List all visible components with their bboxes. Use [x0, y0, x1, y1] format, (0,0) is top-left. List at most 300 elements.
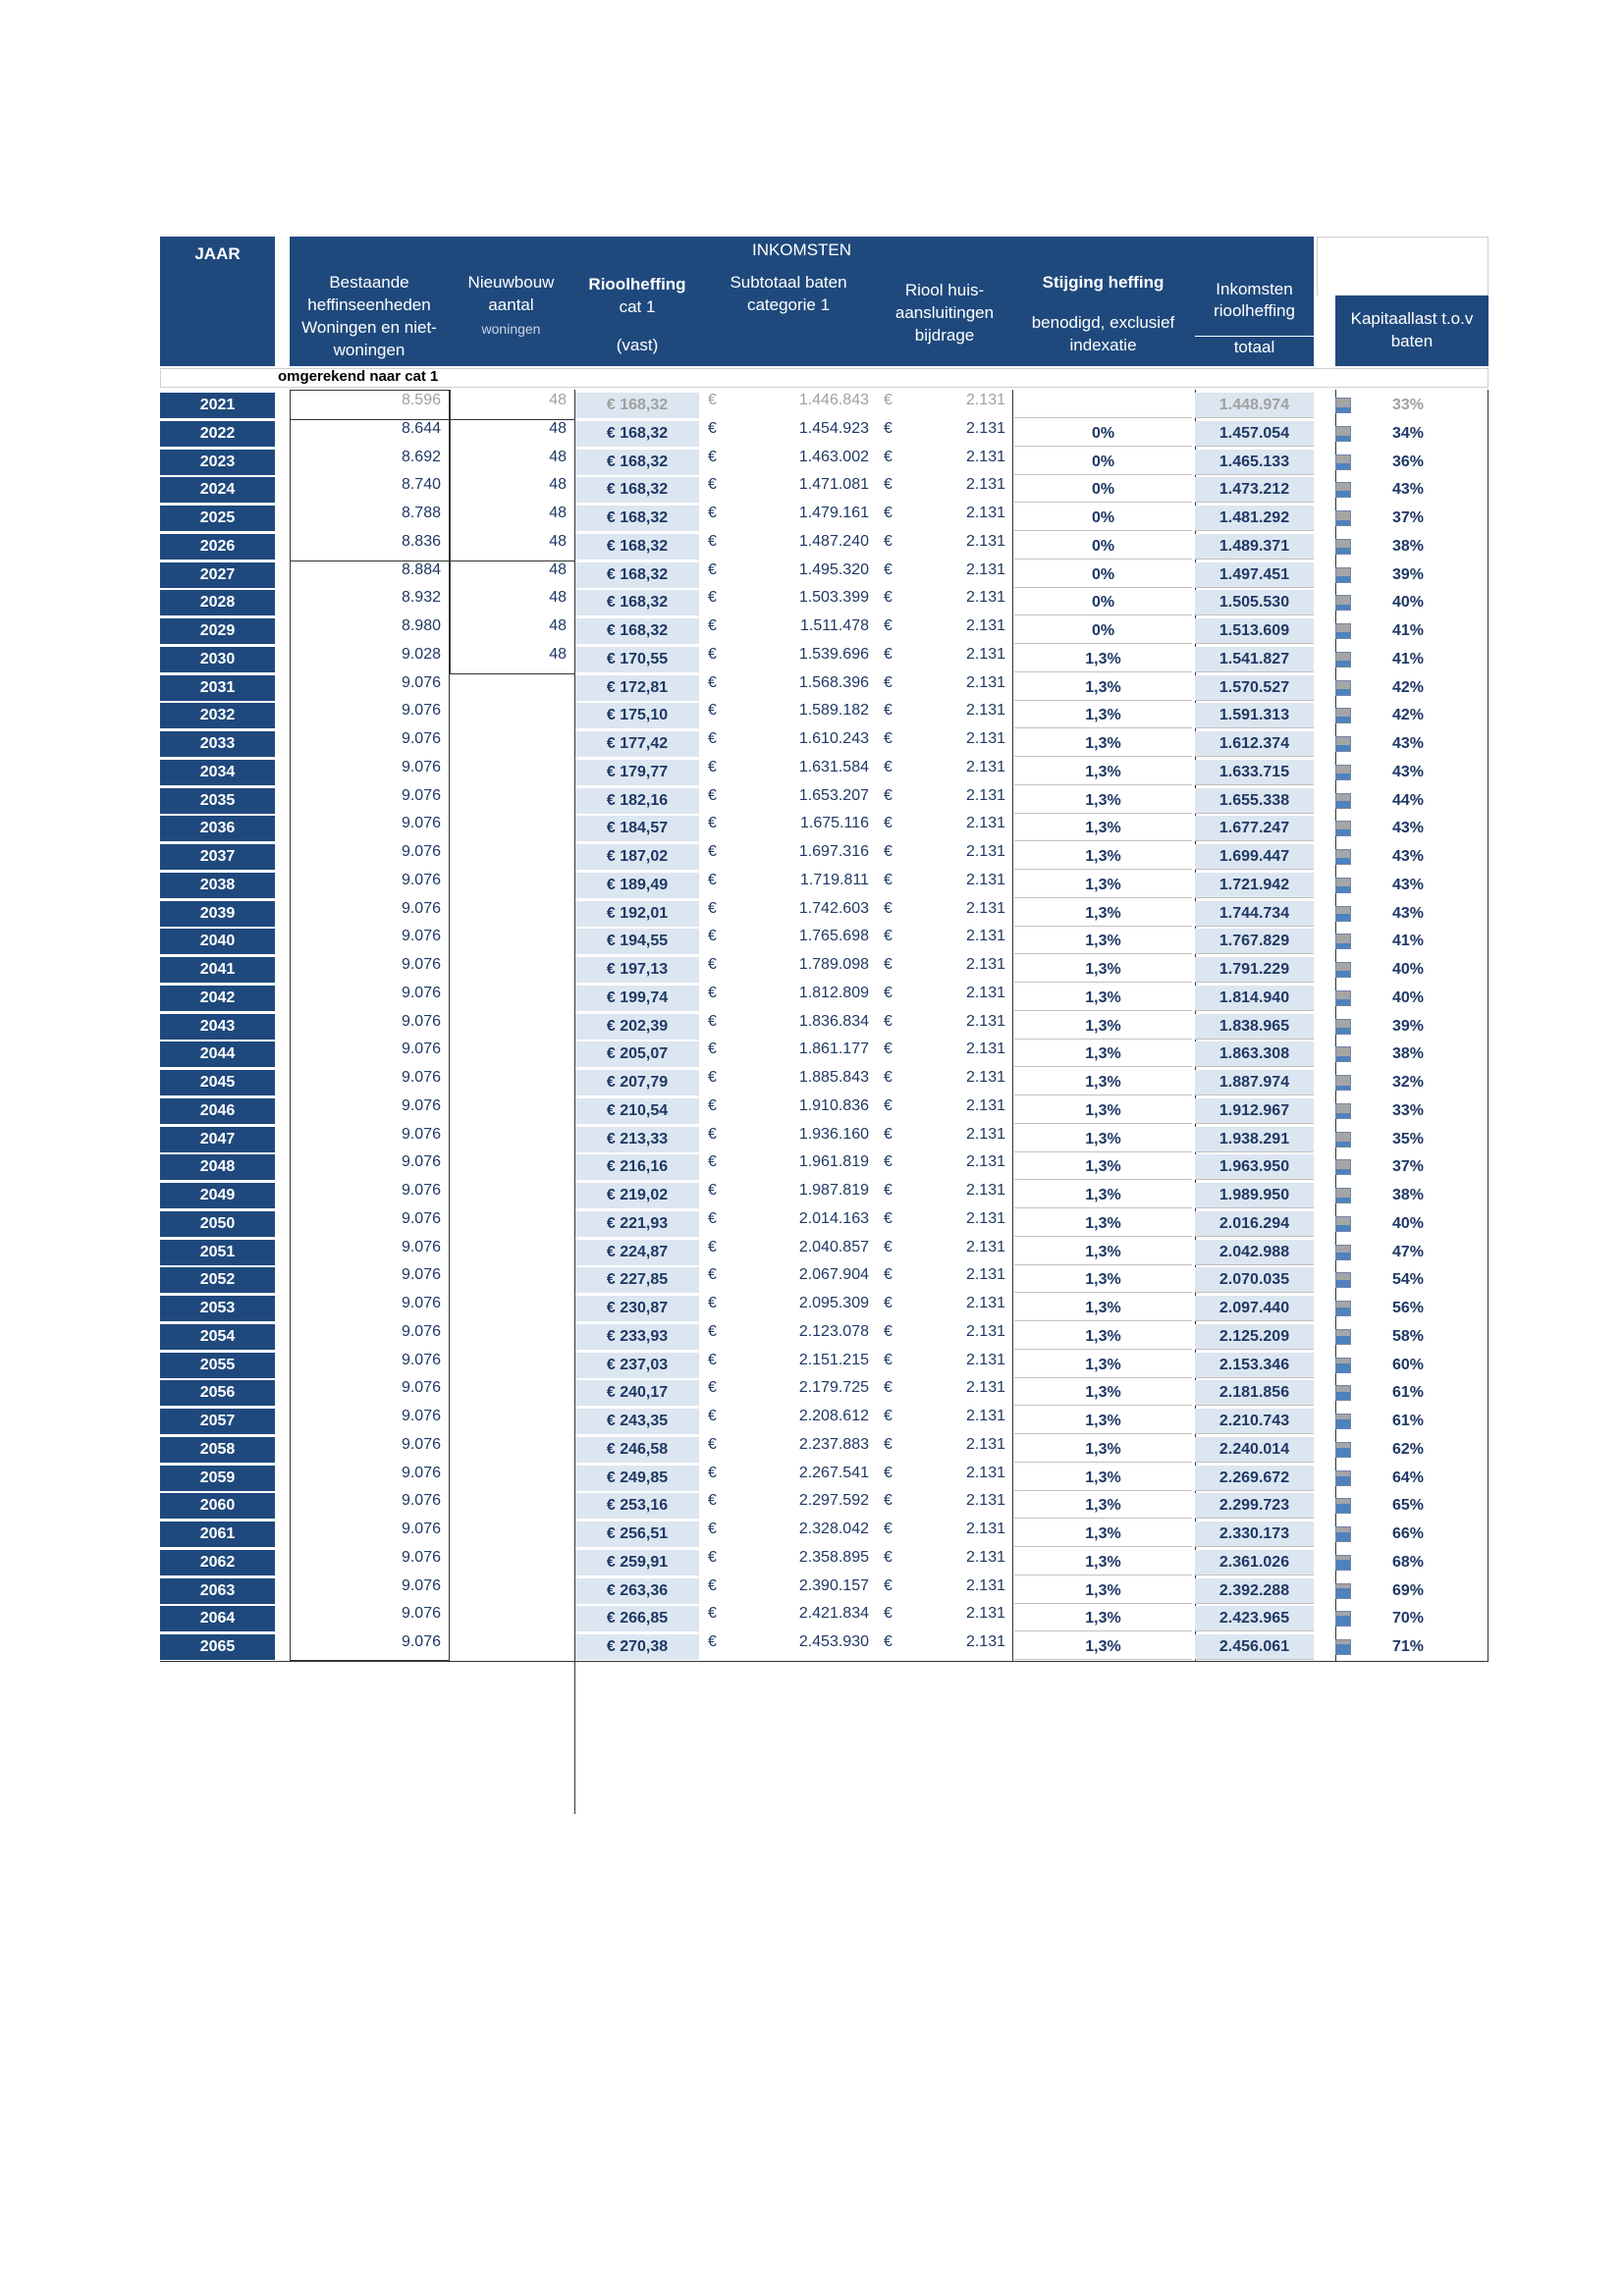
cell-subtotaal [702, 1324, 875, 1350]
euro-sign: € [884, 730, 893, 747]
cell-bestaande: 8.884 [401, 561, 441, 578]
cell-rioolheffing: € 184,57 [575, 816, 699, 841]
cell-riool-huis [878, 590, 1011, 615]
cell-kapitaallast [1335, 1014, 1489, 1040]
cell-year: 2044 [160, 1041, 275, 1067]
cell-stijging: 1,3% [1014, 1296, 1192, 1321]
cell-bestaande: 9.076 [401, 1096, 441, 1114]
cell-stijging: 0% [1014, 477, 1192, 503]
ratio-chart-icon [1335, 708, 1351, 723]
kapitaallast-value: 43% [1392, 820, 1425, 837]
euro-sign: € [884, 1125, 893, 1143]
cell-inkomsten-totaal: 1.497.451 [1195, 562, 1314, 588]
cell-year: 2027 [160, 562, 275, 588]
cell-riool-huis [878, 1578, 1011, 1604]
euro-sign: € [884, 1266, 893, 1284]
cell-riool-huis [878, 703, 1011, 728]
cell-inkomsten-totaal: 1.887.974 [1195, 1070, 1314, 1095]
ratio-chart-icon [1335, 1442, 1351, 1458]
amount-value: 2.131 [965, 1408, 1005, 1424]
euro-sign: € [708, 1182, 717, 1199]
kapitaallast-value: 37% [1392, 509, 1425, 526]
amount-value: 2.131 [965, 1351, 1005, 1368]
kapitaallast-value: 36% [1392, 453, 1425, 470]
amount-value: 1.463.002 [798, 448, 869, 465]
cell-year: 2021 [160, 393, 275, 418]
cell-subtotaal [702, 1437, 875, 1463]
cell-inkomsten-totaal: 1.791.229 [1195, 957, 1314, 983]
cell-riool-huis [878, 506, 1011, 531]
cell-stijging: 1,3% [1014, 1098, 1192, 1124]
col-nieuwbouw-lower-border [574, 674, 575, 1815]
euro-sign: € [884, 392, 893, 408]
stijging-title: Stijging heffing [1042, 273, 1164, 292]
amount-value: 2.358.895 [798, 1548, 869, 1566]
cell-year: 2056 [160, 1380, 275, 1406]
cell-subtotaal [702, 534, 875, 560]
cell-inkomsten-totaal: 2.392.288 [1195, 1578, 1314, 1604]
ratio-chart-icon [1335, 906, 1351, 922]
ratio-chart-icon [1335, 482, 1351, 498]
cell-kapitaallast [1335, 1211, 1489, 1237]
euro-sign: € [708, 758, 717, 775]
euro-sign: € [708, 1096, 717, 1114]
cell-nieuwbouw [450, 1240, 572, 1265]
euro-sign: € [884, 448, 893, 465]
cell-kapitaallast [1335, 450, 1489, 475]
cell-inkomsten-totaal: 2.361.026 [1195, 1550, 1314, 1575]
ratio-chart-icon [1335, 1526, 1351, 1542]
cell-inkomsten-totaal: 1.633.715 [1195, 760, 1314, 785]
cell-kapitaallast [1335, 1041, 1489, 1067]
cell-year: 2048 [160, 1154, 275, 1180]
cell-stijging: 1,3% [1014, 929, 1192, 954]
bestaande-line-1: Bestaande [329, 273, 409, 292]
cell-year: 2042 [160, 986, 275, 1011]
cell-year: 2034 [160, 760, 275, 785]
kapitaallast-value: 61% [1392, 1413, 1425, 1429]
cell-kapitaallast [1335, 1127, 1489, 1152]
kapitaallast-value: 44% [1392, 791, 1425, 809]
kapitaal-line-1: Kapitaallast t.o.v [1350, 309, 1474, 328]
cell-year: 2032 [160, 703, 275, 728]
cell-rioolheffing: € 187,02 [575, 844, 699, 870]
cell-stijging: 1,3% [1014, 1154, 1192, 1180]
amount-value: 1.539.696 [798, 645, 869, 663]
cell-subtotaal [702, 929, 875, 954]
cell-kapitaallast [1335, 844, 1489, 870]
euro-sign: € [884, 1521, 893, 1537]
ratio-chart-icon [1335, 849, 1351, 865]
cell-rioolheffing: € 233,93 [575, 1324, 699, 1350]
cell-kapitaallast [1335, 1353, 1489, 1378]
cell-kapitaallast [1335, 1578, 1489, 1604]
amount-value: 2.131 [965, 1435, 1005, 1453]
euro-sign: € [884, 1633, 893, 1650]
cell-bestaande: 9.076 [401, 984, 441, 1001]
kapitaallast-value: 41% [1392, 622, 1425, 639]
ratio-chart-icon [1335, 793, 1351, 809]
cell-nieuwbouw: 48 [549, 392, 567, 408]
cell-stijging: 1,3% [1014, 675, 1192, 701]
cell-kapitaallast [1335, 901, 1489, 927]
cell-kapitaallast [1335, 929, 1489, 954]
amount-value: 1.631.584 [798, 758, 869, 775]
cell-nieuwbouw [450, 1578, 572, 1604]
cell-rioolheffing: € 259,91 [575, 1550, 699, 1575]
euro-sign: € [708, 1209, 717, 1227]
cell-rioolheffing: € 227,85 [575, 1267, 699, 1293]
cell-inkomsten-totaal: 1.677.247 [1195, 816, 1314, 841]
cell-subtotaal [702, 618, 875, 644]
cell-kapitaallast [1335, 647, 1489, 672]
cell-bestaande: 9.076 [401, 1012, 441, 1030]
rioolheffing-line-1: Rioolheffing [588, 275, 686, 294]
cell-subtotaal [702, 675, 875, 701]
euro-sign: € [708, 899, 717, 917]
cell-subtotaal [702, 450, 875, 475]
cell-year: 2033 [160, 731, 275, 757]
col-nieuwbouw-border [450, 390, 575, 674]
cell-nieuwbouw: 48 [549, 645, 567, 663]
cell-inkomsten-totaal: 2.016.294 [1195, 1211, 1314, 1237]
cell-rioolheffing: € 270,38 [575, 1634, 699, 1660]
cell-nieuwbouw [450, 675, 572, 701]
cell-bestaande: 9.076 [401, 899, 441, 917]
euro-sign: € [708, 645, 717, 663]
amount-value: 2.131 [965, 1041, 1005, 1058]
amount-value: 2.328.042 [798, 1521, 869, 1537]
cell-year: 2024 [160, 477, 275, 503]
amount-value: 2.131 [965, 617, 1005, 634]
cell-kapitaallast [1335, 1296, 1489, 1321]
cell-riool-huis [878, 562, 1011, 588]
amount-value: 1.861.177 [798, 1041, 869, 1058]
cell-bestaande: 9.076 [401, 1322, 441, 1340]
cell-subtotaal [702, 760, 875, 785]
euro-sign: € [884, 984, 893, 1001]
euro-sign: € [708, 1633, 717, 1650]
cell-bestaande: 9.076 [401, 1125, 441, 1143]
cell-stijging: 0% [1014, 450, 1192, 475]
cell-rioolheffing: € 197,13 [575, 957, 699, 983]
subtotaal-line-2: categorie 1 [746, 295, 831, 314]
cell-kapitaallast [1335, 1634, 1489, 1660]
cell-year: 2051 [160, 1240, 275, 1265]
cell-riool-huis [878, 421, 1011, 447]
amount-value: 2.131 [965, 1605, 1005, 1623]
cell-bestaande: 9.028 [401, 645, 441, 663]
cell-year: 2028 [160, 590, 275, 615]
kapitaallast-value: 43% [1392, 904, 1425, 922]
euro-sign: € [884, 476, 893, 494]
cell-stijging: 1,3% [1014, 703, 1192, 728]
amount-value: 1.885.843 [798, 1069, 869, 1086]
cell-kapitaallast [1335, 534, 1489, 560]
amount-value: 2.131 [965, 702, 1005, 720]
cell-nieuwbouw: 48 [549, 561, 567, 578]
cell-rioolheffing: € 256,51 [575, 1522, 699, 1547]
cell-kapitaallast [1335, 393, 1489, 418]
cell-inkomsten-totaal: 1.513.609 [1195, 618, 1314, 644]
ratio-chart-icon [1335, 1555, 1351, 1571]
cell-rioolheffing: € 202,39 [575, 1014, 699, 1040]
euro-sign: € [708, 1435, 717, 1453]
cell-bestaande: 9.076 [401, 1041, 441, 1058]
kapitaallast-value: 38% [1392, 1045, 1425, 1063]
cell-subtotaal [702, 788, 875, 814]
ratio-chart-icon [1335, 990, 1351, 1006]
kapitaallast-value: 38% [1392, 537, 1425, 555]
euro-sign: € [884, 702, 893, 720]
amount-value: 2.131 [965, 1182, 1005, 1199]
kapitaallast-value: 37% [1392, 1158, 1425, 1176]
cell-nieuwbouw: 48 [549, 617, 567, 634]
cell-inkomsten-totaal: 1.938.291 [1195, 1127, 1314, 1152]
euro-sign: € [708, 1605, 717, 1623]
cell-riool-huis [878, 647, 1011, 672]
cell-inkomsten-totaal: 2.125.209 [1195, 1324, 1314, 1350]
cell-riool-huis [878, 1466, 1011, 1491]
cell-year: 2061 [160, 1522, 275, 1547]
euro-sign: € [884, 1408, 893, 1424]
cell-riool-huis [878, 1437, 1011, 1463]
cell-riool-huis [878, 1550, 1011, 1575]
ratio-chart-icon [1335, 1132, 1351, 1148]
cell-subtotaal [702, 562, 875, 588]
euro-sign: € [884, 617, 893, 634]
amount-value: 2.131 [965, 1295, 1005, 1311]
euro-sign: € [708, 1379, 717, 1397]
amount-value: 2.453.930 [798, 1633, 869, 1650]
cell-year: 2039 [160, 901, 275, 927]
cell-nieuwbouw: 48 [549, 589, 567, 607]
euro-sign: € [708, 1548, 717, 1566]
cell-bestaande: 9.076 [401, 673, 441, 691]
cell-stijging: 1,3% [1014, 1014, 1192, 1040]
riool-huis-header [878, 269, 1011, 364]
jaar-header [160, 237, 275, 366]
cell-inkomsten-totaal: 1.505.530 [1195, 590, 1314, 615]
kapitaallast-value: 39% [1392, 565, 1425, 583]
euro-sign: € [884, 786, 893, 804]
euro-sign: € [708, 1521, 717, 1537]
cell-stijging: 0% [1014, 590, 1192, 615]
cell-bestaande: 9.076 [401, 956, 441, 973]
kapitaallast-value: 41% [1392, 650, 1425, 667]
cell-riool-huis [878, 957, 1011, 983]
cell-riool-huis [878, 618, 1011, 644]
cell-kapitaallast [1335, 1324, 1489, 1350]
amount-value: 1.675.116 [800, 815, 869, 832]
cell-nieuwbouw [450, 1550, 572, 1575]
subtotaal-header [702, 269, 875, 364]
amount-value: 2.131 [965, 561, 1005, 578]
cell-inkomsten-totaal: 2.181.856 [1195, 1380, 1314, 1406]
cell-riool-huis [878, 901, 1011, 927]
amount-value: 1.765.698 [798, 928, 869, 945]
kapitaallast-value: 40% [1392, 1214, 1425, 1232]
row-separator [290, 419, 575, 420]
cell-subtotaal [702, 703, 875, 728]
cell-riool-huis [878, 1634, 1011, 1660]
ratio-chart-icon [1335, 567, 1351, 583]
cell-kapitaallast [1335, 1240, 1489, 1265]
cell-subtotaal [702, 647, 875, 672]
amount-value: 1.503.399 [798, 589, 869, 607]
cell-nieuwbouw [450, 1070, 572, 1095]
cell-nieuwbouw [450, 731, 572, 757]
rioolheffing-sub: (vast) [616, 336, 659, 354]
cell-nieuwbouw [450, 1296, 572, 1321]
cell-stijging: 1,3% [1014, 1353, 1192, 1378]
cell-kapitaallast [1335, 1550, 1489, 1575]
euro-sign: € [884, 871, 893, 888]
euro-sign: € [708, 1408, 717, 1424]
bestaande-header [292, 269, 447, 364]
euro-sign: € [884, 1209, 893, 1227]
kapitaallast-value: 71% [1392, 1638, 1425, 1655]
cell-nieuwbouw [450, 957, 572, 983]
cell-stijging: 1,3% [1014, 1522, 1192, 1547]
cell-kapitaallast [1335, 873, 1489, 898]
cell-year: 2036 [160, 816, 275, 841]
kapitaal-header [1335, 295, 1489, 366]
cell-inkomsten-totaal: 2.423.965 [1195, 1606, 1314, 1631]
riool-huis-line-1: Riool huis- [904, 281, 985, 299]
cell-stijging: 1,3% [1014, 873, 1192, 898]
cell-bestaande: 9.076 [401, 1238, 441, 1255]
cell-nieuwbouw [450, 986, 572, 1011]
bestaande-line-2: heffinseenheden [307, 295, 431, 314]
cell-bestaande: 9.076 [401, 1548, 441, 1566]
cell-bestaande: 9.076 [401, 1153, 441, 1171]
cell-nieuwbouw [450, 1493, 572, 1519]
ratio-chart-icon [1335, 652, 1351, 667]
nieuwbouw-line-1: Nieuwbouw [467, 273, 555, 292]
cell-kapitaallast [1335, 1098, 1489, 1124]
inkomsten-riool-line-1: Inkomsten [1216, 280, 1293, 298]
cell-inkomsten-totaal: 1.655.338 [1195, 788, 1314, 814]
euro-sign: € [708, 956, 717, 973]
amount-value: 2.131 [965, 589, 1005, 607]
euro-sign: € [708, 815, 717, 832]
bestaande-line-3: Woningen en niet- [301, 318, 437, 337]
cell-subtotaal [702, 731, 875, 757]
euro-sign: € [884, 1548, 893, 1566]
cell-subtotaal [702, 1296, 875, 1321]
amount-value: 2.131 [965, 448, 1005, 465]
cell-bestaande: 9.076 [401, 871, 441, 888]
cell-kapitaallast [1335, 1183, 1489, 1208]
cell-kapitaallast [1335, 731, 1489, 757]
cell-riool-huis [878, 1606, 1011, 1631]
stijging-sub-1: benodigd, exclusief [1031, 313, 1175, 332]
euro-sign: € [708, 617, 717, 634]
cell-bestaande: 8.788 [401, 505, 441, 521]
cell-rioolheffing: € 246,58 [575, 1437, 699, 1463]
amount-value: 2.131 [965, 1633, 1005, 1650]
cell-kapitaallast [1335, 788, 1489, 814]
kapitaallast-value: 38% [1392, 1187, 1425, 1203]
cell-year: 2047 [160, 1127, 275, 1152]
cell-stijging: 1,3% [1014, 760, 1192, 785]
cell-riool-huis [878, 816, 1011, 841]
kapitaallast-value: 58% [1392, 1327, 1425, 1345]
cell-nieuwbouw [450, 816, 572, 841]
cell-bestaande: 9.076 [401, 1633, 441, 1650]
cell-rioolheffing: € 177,42 [575, 731, 699, 757]
cell-kapitaallast [1335, 590, 1489, 615]
amount-value: 2.131 [965, 815, 1005, 832]
cell-inkomsten-totaal: 2.240.014 [1195, 1437, 1314, 1463]
cell-riool-huis [878, 1014, 1011, 1040]
cell-nieuwbouw [450, 1522, 572, 1547]
cell-rioolheffing: € 243,35 [575, 1409, 699, 1434]
cell-subtotaal [702, 477, 875, 503]
cell-year: 2025 [160, 506, 275, 531]
kapitaallast-value: 43% [1392, 481, 1425, 499]
jaar-label: JAAR [194, 244, 241, 263]
cell-rioolheffing: € 210,54 [575, 1098, 699, 1124]
euro-sign: € [884, 645, 893, 663]
euro-sign: € [884, 673, 893, 691]
cell-stijging: 1,3% [1014, 788, 1192, 814]
amount-value: 2.131 [965, 1153, 1005, 1171]
cell-bestaande: 8.836 [401, 532, 441, 550]
kapitaallast-value: 43% [1392, 763, 1425, 780]
euro-sign: € [708, 871, 717, 888]
cell-riool-huis [878, 1493, 1011, 1519]
cell-rioolheffing: € 168,32 [575, 618, 699, 644]
cell-stijging: 1,3% [1014, 1466, 1192, 1491]
cell-rioolheffing: € 179,77 [575, 760, 699, 785]
amount-value: 2.131 [965, 1379, 1005, 1397]
cell-riool-huis [878, 1041, 1011, 1067]
ratio-chart-icon [1335, 1498, 1351, 1514]
cell-year: 2038 [160, 873, 275, 898]
kapitaal-header-box [1317, 237, 1489, 295]
euro-sign: € [708, 1576, 717, 1594]
amount-value: 2.131 [965, 871, 1005, 888]
cell-bestaande: 9.076 [401, 1209, 441, 1227]
inkomsten-riool-header [1195, 269, 1314, 364]
cell-rioolheffing: € 249,85 [575, 1466, 699, 1491]
cell-bestaande: 9.076 [401, 1408, 441, 1424]
cell-nieuwbouw [450, 873, 572, 898]
euro-sign: € [708, 843, 717, 860]
kapitaallast-value: 64% [1392, 1468, 1425, 1486]
cell-subtotaal [702, 816, 875, 841]
cell-kapitaallast [1335, 1380, 1489, 1406]
euro-sign: € [884, 1295, 893, 1311]
ratio-chart-icon [1335, 680, 1351, 696]
cell-kapitaallast [1335, 703, 1489, 728]
amount-value: 2.237.883 [798, 1435, 869, 1453]
cell-rioolheffing: € 168,32 [575, 534, 699, 560]
cell-stijging: 1,3% [1014, 1493, 1192, 1519]
cell-bestaande: 9.076 [401, 1435, 441, 1453]
euro-sign: € [708, 1351, 717, 1368]
amount-value: 1.936.160 [798, 1125, 869, 1143]
cell-riool-huis [878, 731, 1011, 757]
cell-year: 2022 [160, 421, 275, 447]
omgerekend-note: omgerekend naar cat 1 [278, 368, 439, 385]
cell-kapitaallast [1335, 1154, 1489, 1180]
cell-nieuwbouw [450, 703, 572, 728]
cell-bestaande: 9.076 [401, 1379, 441, 1397]
ratio-chart-icon [1335, 454, 1351, 470]
